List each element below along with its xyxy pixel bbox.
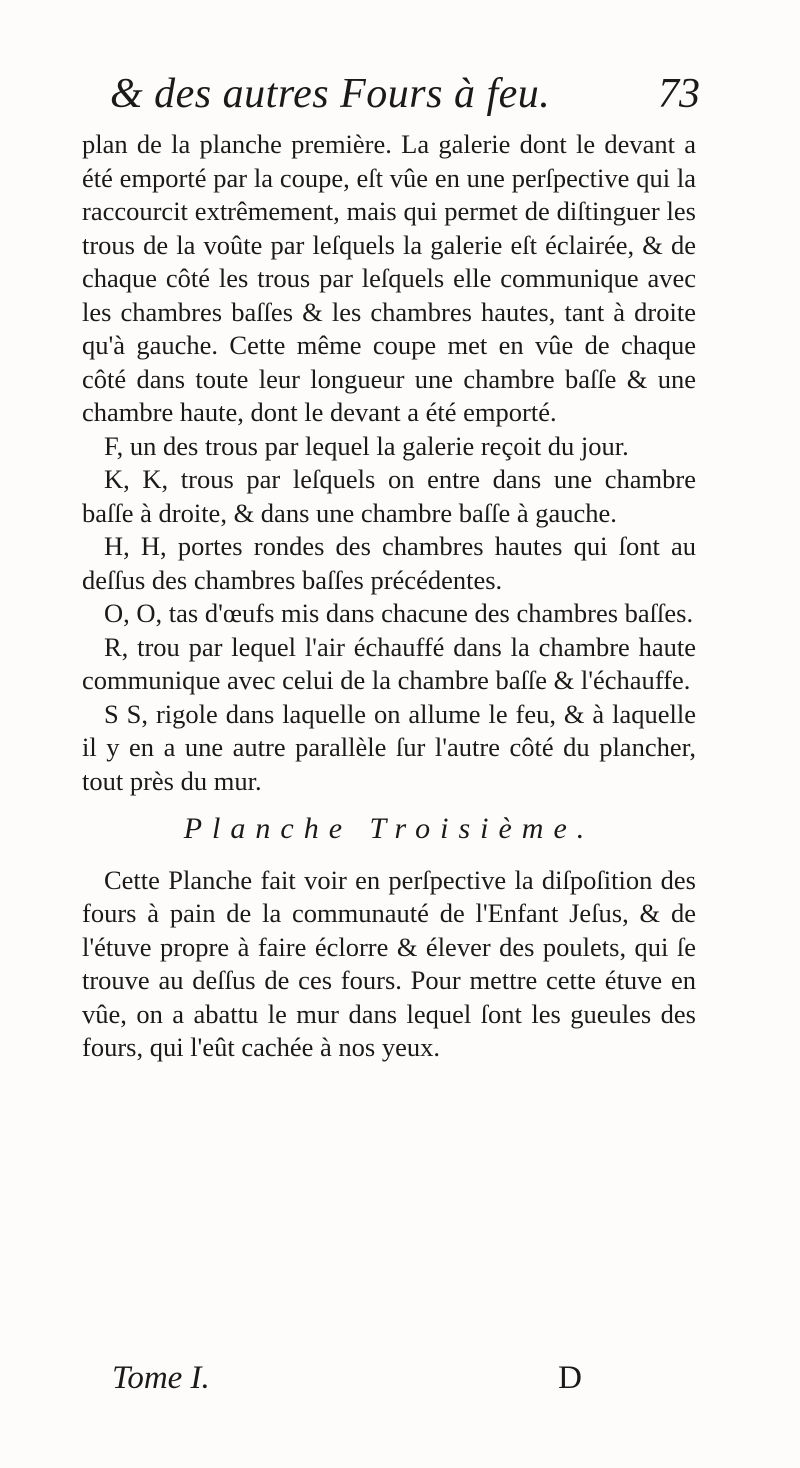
signature-mark: D xyxy=(558,1360,582,1396)
paragraph-item-o: O, O, tas d'œufs mis dans chacune des chambres baſſes. xyxy=(104,598,694,628)
paragraph-item-h: H, H, portes rondes des chambres hautes qui ſont au deſſus des chambres baſſes précédentes. xyxy=(82,531,696,595)
running-title: & des autres Fours à feu. xyxy=(110,71,551,117)
section-heading: Planche Troisième. xyxy=(183,812,595,845)
body-text xyxy=(82,128,696,1065)
paragraph-plan: plan de la planche première. La galerie dont le devant a été emporté par la coupe, eſt vûe en une perſpective qui la raccourcit extrêmement, mais qui permet de diſtinguer les trous de la voûte par leſquels la galerie eſt éclairée, & de chaque côté les trous par leſquels elle communique avec les chambres baſſes & les chambres hautes, tant à droite qu'à gauche. Cette même coupe met en vûe de chaque côté dans toute leur longueur une chambre baſſe & une chambre haute, dont le devant a été emporté. xyxy=(82,129,696,427)
page-header xyxy=(80,62,700,122)
paragraph-item-s: S S, rigole dans laquelle on allume le feu, & à laquelle il y en a une autre parallèle ſur l'autre côté du plancher, tout près du mur. xyxy=(82,698,696,796)
volume-label: Tome I. xyxy=(112,1360,210,1396)
paragraph-item-f: F, un des trous par lequel la galerie reçoit du jour. xyxy=(104,430,629,461)
paragraph-item-k: K, K, trous par leſquels on entre dans une chambre baſſe à droite, & dans une chambre baſſe à gauche. xyxy=(82,464,696,528)
page-footer xyxy=(112,1360,582,1406)
page-number: 73 xyxy=(658,71,700,117)
paragraph-item-r: R, trou par lequel l'air échauffé dans la chambre haute communique avec celui de la chambre baſſe & l'échauffe. xyxy=(82,631,696,695)
paragraph-planche-troisieme: Cette Planche fait voir en perſpective la diſpoſition des fours à pain de la communauté de l'Enfant Jeſus, & de l'étuve propre à faire éclorre & élever des poulets, qui ſe trouve au deſſus de ces fours. Pour mettre cette étuve en vûe, on a abattu le mur dans lequel ſont les gueules des fours, qui l'eût cachée à nos yeux. xyxy=(82,864,696,1062)
